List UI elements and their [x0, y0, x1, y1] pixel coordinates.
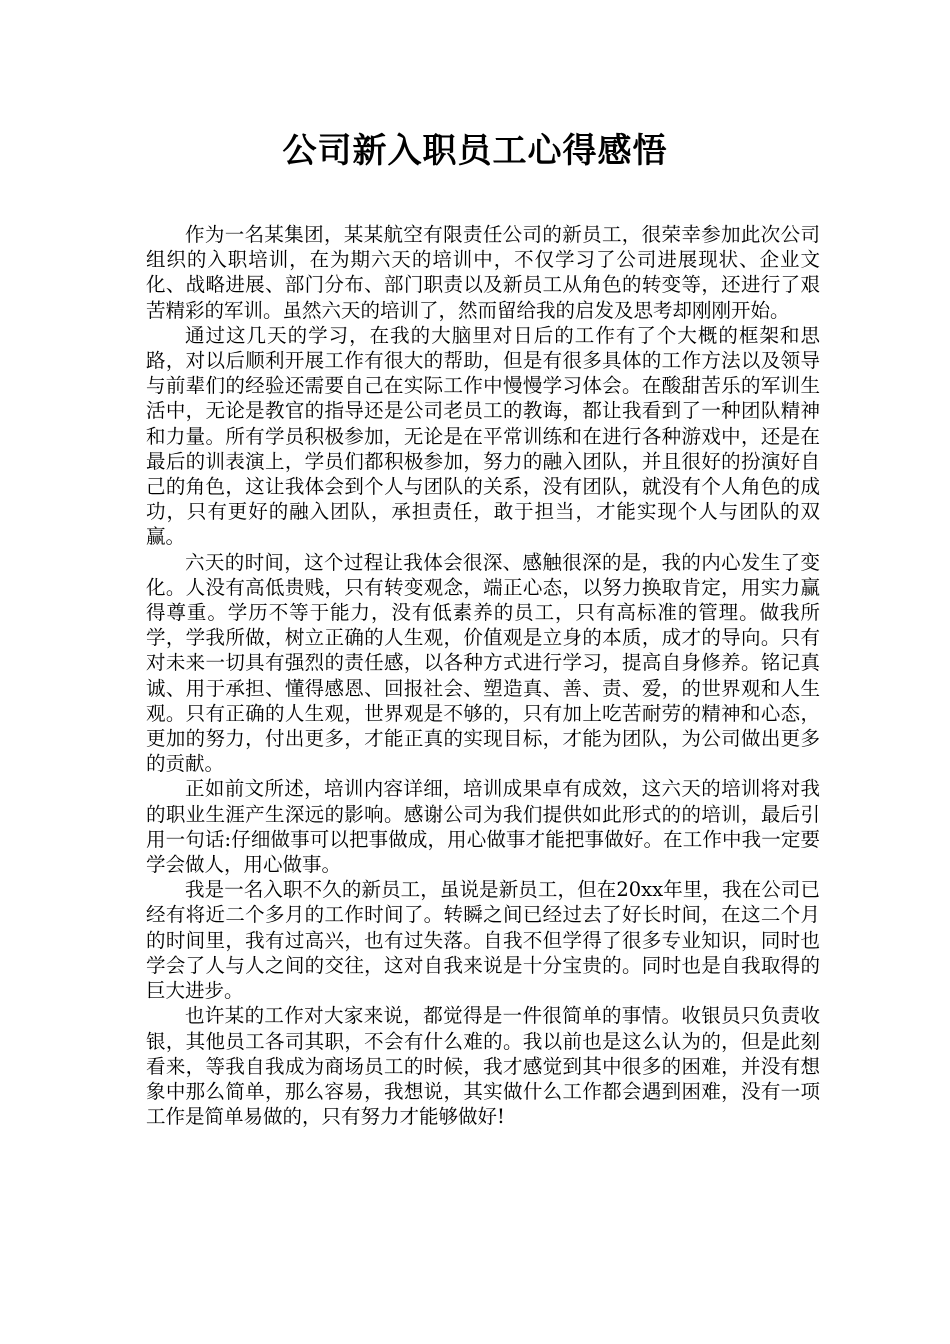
paragraph-1: 作为一名某集团，某某航空有限责任公司的新员工，很荣幸参加此次公司组织的入职培训，在为期六天的培训中，不仅学习了公司进展现状、企业文化、战略进展、部门分布、部门职责以及新员工从角色的转变等，还进行了艰苦精彩的军训。虽然六天的培训了，然而留给我的启发及思考却刚刚开始。	[146, 223, 820, 322]
paragraph-2: 通过这几天的学习，在我的大脑里对日后的工作有了个大概的框架和思路，对以后顺利开展工作有很大的帮助，但是有很多具体的工作方法以及领导与前辈们的经验还需要自己在实际工作中慢慢学习体会。在酸甜苦乐的军训生活中，无论是教官的指导还是公司老员工的教诲，都让我看到了一种团队精神和力量。所有学员积极参加，无论是在平常训练和在进行各种游戏中，还是在最后的训表演上，学员们都积极参加，努力的融入团队，并且很好的扮演好自己的角色，这让我体会到个人与团队的关系，没有团队，就没有个人角色的成功，只有更好的融入团队，承担责任，敢于担当，才能实现个人与团队的双赢。	[146, 323, 820, 549]
paragraph-6: 也许某的工作对大家来说，都觉得是一件很简单的事情。收银员只负责收银，其他员工各司其职，不会有什么难的。我以前也是这么认为的，但是此刻看来，等我自我成为商场员工的时候，我才感觉到其中很多的困难，并没有想象中那么简单，那么容易，我想说，其实做什么工作都会遇到困难，没有一项工作是简单易做的，只有努力才能够做好!	[146, 1004, 820, 1129]
paragraph-4: 正如前文所述，培训内容详细，培训成果卓有成效，这六天的培训将对我的职业生涯产生深远的影响。感谢公司为我们提供如此形式的的培训，最后引用一句话:仔细做事可以把事做成，用心做事才能把事做好。在工作中我一定要学会做人，用心做事。	[146, 777, 820, 877]
paragraph-5: 我是一名入职不久的新员工，虽说是新员工，但在20xx年里，我在公司已经有将近二个多月的工作时间了。转瞬之间已经过去了好长时间，在这二个月的时间里，我有过高兴，也有过失落。自我不但学得了很多专业知识，同时也学会了人与人之间的交往，这对自我来说是十分宝贵的。同时也是自我取得的巨大进步。	[146, 878, 820, 1003]
document-title: 公司新入职员工心得感悟	[282, 131, 668, 171]
document-body	[146, 222, 820, 1129]
paragraph-3: 六天的时间，这个过程让我体会很深、感触很深的是，我的内心发生了变化。人没有高低贵贱，只有转变观念，端正心态，以努力换取肯定，用实力赢得尊重。学历不等于能力，没有低素养的员工，只有高标准的管理。做我所学，学我所做，树立正确的人生观，价值观是立身的本质，成才的导向。只有对未来一切具有强烈的责任感，以各种方式进行学习，提高自身修养。铭记真诚、用于承担、懂得感恩、回报社会、塑造真、善、责、爱，的世界观和人生观。只有正确的人生观，世界观是不够的，只有加上吃苦耐劳的精神和心态，更加的努力，付出更多，才能正真的实现目标，才能为团队，为公司做出更多的贡献。	[146, 550, 820, 776]
